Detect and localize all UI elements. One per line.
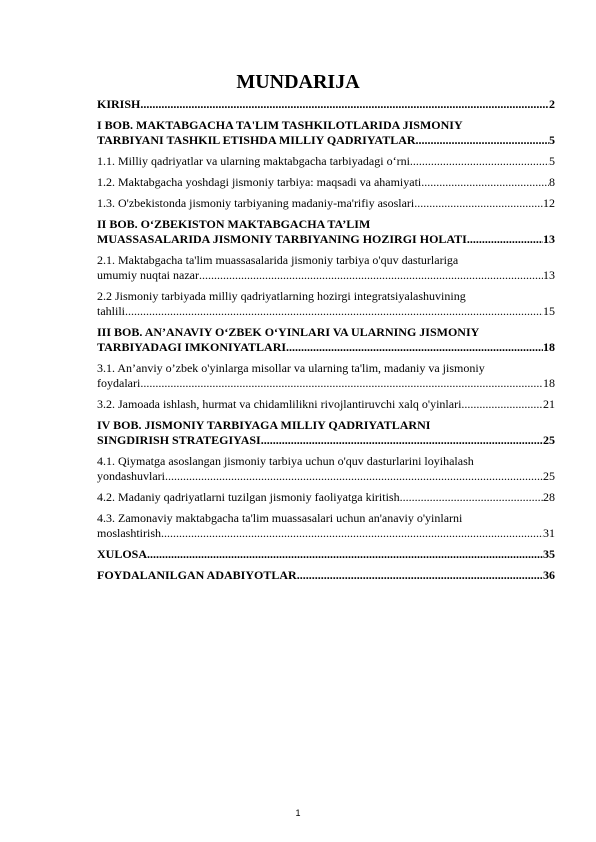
dot-leader bbox=[165, 469, 543, 484]
toc-page-number: 25 bbox=[543, 433, 555, 447]
toc-entry-text: MUASSASALARIDA JISMONIY TARBIYANING HOZIRGI HOLATI. bbox=[97, 232, 470, 246]
page-title: MUNDARIJA bbox=[236, 71, 360, 93]
toc-entry[interactable] bbox=[97, 418, 555, 448]
toc-entry-line bbox=[97, 268, 555, 283]
toc-entry-line bbox=[97, 490, 555, 505]
toc-entry-line bbox=[97, 232, 555, 247]
toc-page-number: 36 bbox=[543, 568, 555, 582]
toc-page-number: 15 bbox=[543, 304, 555, 318]
dot-leader bbox=[286, 340, 543, 355]
toc-entry-heading-line: 2.1. Maktabgacha ta'lim muassasalarida jismoniy tarbiya o'quv dasturlariga bbox=[97, 253, 459, 267]
toc-entry[interactable] bbox=[97, 289, 555, 319]
dot-leader bbox=[261, 433, 543, 448]
dot-leader bbox=[414, 196, 543, 211]
toc-page-number: 13 bbox=[543, 268, 555, 282]
toc-entry-heading-line: 4.3. Zamonaviy maktabgacha ta'lim muassasalari uchun an'anaviy o'yinlarni bbox=[97, 511, 463, 525]
dot-leader bbox=[416, 133, 549, 148]
toc-entry-text: foydalari bbox=[97, 376, 141, 390]
toc-entry[interactable] bbox=[97, 568, 555, 583]
toc-entry-heading-line: 2.2 Jismoniy tarbiyada milliy qadriyatlarning hozirgi integratsiyalashuvining bbox=[97, 289, 466, 303]
toc-page-number: 5 bbox=[549, 133, 555, 147]
toc-entry-line bbox=[97, 196, 555, 211]
toc-entry[interactable] bbox=[97, 325, 555, 355]
toc-entry-text: tahlili bbox=[97, 304, 125, 318]
toc-entry[interactable] bbox=[97, 175, 555, 190]
toc-entry-line bbox=[97, 547, 555, 562]
toc-entry-heading-line: III BOB. AN’ANAVIY O‘ZBEK O‘YINLARI VA ULARNING JISMONIY bbox=[97, 325, 480, 339]
toc-page-number: 21 bbox=[543, 397, 555, 411]
toc-page-number: 5 bbox=[549, 154, 555, 168]
toc-entry-text: 1.3. O'zbekistonda jismoniy tarbiyaning madaniy-ma'rifiy asoslari bbox=[97, 196, 415, 210]
toc-entry-text: 1.1. Milliy qadriyatlar va ularning maktabgacha tarbiyadagi o‘rni bbox=[97, 154, 410, 168]
toc-entry-line bbox=[97, 397, 555, 412]
toc-entry-text: SINGDIRISH STRATEGIYASI bbox=[97, 433, 261, 447]
dot-leader bbox=[140, 376, 543, 391]
table-of-contents bbox=[97, 97, 555, 589]
dot-leader bbox=[470, 232, 543, 247]
toc-entry[interactable] bbox=[97, 154, 555, 169]
toc-entry-heading-line: 3.1. An’anviy o’zbek o'yinlarga misollar va ularning ta'lim, madaniy va jismoniy bbox=[97, 361, 485, 375]
toc-entry[interactable] bbox=[97, 217, 555, 247]
dot-leader bbox=[140, 97, 549, 112]
toc-entry-line bbox=[97, 133, 555, 148]
toc-entry-heading-line: I BOB. MAKTABGACHA TA'LIM TASHKILOTLARIDA JISMONIY bbox=[97, 118, 463, 132]
toc-entry-heading-line: 4.1. Qiymatga asoslangan jismoniy tarbiya uchun o'quv dasturlarini loyihalash bbox=[97, 454, 474, 468]
toc-entry-line bbox=[97, 340, 555, 355]
toc-entry-line bbox=[97, 376, 555, 391]
toc-entry-text: 4.2. Madaniy qadriyatlarni tuzilgan jismoniy faoliyatga kiritish bbox=[97, 490, 400, 504]
toc-entry-line bbox=[97, 568, 555, 583]
toc-page-number: 8 bbox=[549, 175, 555, 189]
toc-entry[interactable] bbox=[97, 253, 555, 283]
toc-entry-text: 1.2. Maktabgacha yoshdagi jismoniy tarbiya: maqsadi va ahamiyati bbox=[97, 175, 422, 189]
toc-entry-heading-line: IV BOB. JISMONIY TARBIYAGA MILLIY QADRIYATLARNI bbox=[97, 418, 431, 432]
toc-entry-text: FOYDALANILGAN ADABIYOTLAR bbox=[97, 568, 297, 582]
toc-entry-line bbox=[97, 154, 555, 169]
toc-entry-line bbox=[97, 175, 555, 190]
toc-entry-line bbox=[97, 97, 555, 112]
toc-entry-line bbox=[97, 469, 555, 484]
toc-entry-heading-line: II BOB. O‘ZBEKISTON MAKTABGACHA TA’LIM bbox=[97, 217, 371, 231]
toc-entry-text: umumiy nuqtai nazar bbox=[97, 268, 199, 282]
toc-entry[interactable] bbox=[97, 118, 555, 148]
toc-page-number: 12 bbox=[543, 196, 555, 210]
dot-leader bbox=[461, 397, 543, 412]
dot-leader bbox=[161, 526, 543, 541]
toc-entry-text: yondashuvlari bbox=[97, 469, 165, 483]
dot-leader bbox=[400, 490, 543, 505]
toc-entry[interactable] bbox=[97, 454, 555, 484]
toc-entry[interactable] bbox=[97, 196, 555, 211]
dot-leader bbox=[410, 154, 549, 169]
toc-entry-text: KIRISH bbox=[97, 97, 141, 111]
toc-page-number: 25 bbox=[543, 469, 555, 483]
dot-leader bbox=[297, 568, 543, 583]
toc-entry[interactable] bbox=[97, 97, 555, 112]
dot-leader bbox=[125, 304, 543, 319]
toc-page-number: 35 bbox=[543, 547, 555, 561]
dot-leader bbox=[421, 175, 549, 190]
toc-entry[interactable] bbox=[97, 397, 555, 412]
toc-entry-text: TARBIYADAGI IMKONIYATLARI bbox=[97, 340, 287, 354]
toc-page-number: 2 bbox=[549, 97, 555, 111]
toc-entry-line bbox=[97, 526, 555, 541]
dot-leader bbox=[199, 268, 543, 283]
toc-entry[interactable] bbox=[97, 361, 555, 391]
toc-entry-text: moslashtirish bbox=[97, 526, 162, 540]
toc-page-number: 31 bbox=[543, 526, 555, 540]
toc-entry-text: 3.2. Jamoada ishlash, hurmat va chidamlilikni rivojlantiruvchi xalq o'yinlari bbox=[97, 397, 462, 411]
page-number: 1 bbox=[295, 808, 301, 818]
toc-page-number: 13 bbox=[543, 232, 555, 246]
toc-entry[interactable] bbox=[97, 547, 555, 562]
toc-entry-line bbox=[97, 304, 555, 319]
toc-entry[interactable] bbox=[97, 511, 555, 541]
toc-page-number: 28 bbox=[543, 490, 555, 504]
toc-page-number: 18 bbox=[543, 340, 555, 354]
toc-entry[interactable] bbox=[97, 490, 555, 505]
toc-entry-line bbox=[97, 433, 555, 448]
dot-leader bbox=[147, 547, 543, 562]
toc-entry-text: XULOSA bbox=[97, 547, 148, 561]
toc-entry-text: TARBIYANI TASHKIL ETISHDA MILLIY QADRIYATLAR bbox=[97, 133, 416, 147]
toc-page-number: 18 bbox=[543, 376, 555, 390]
